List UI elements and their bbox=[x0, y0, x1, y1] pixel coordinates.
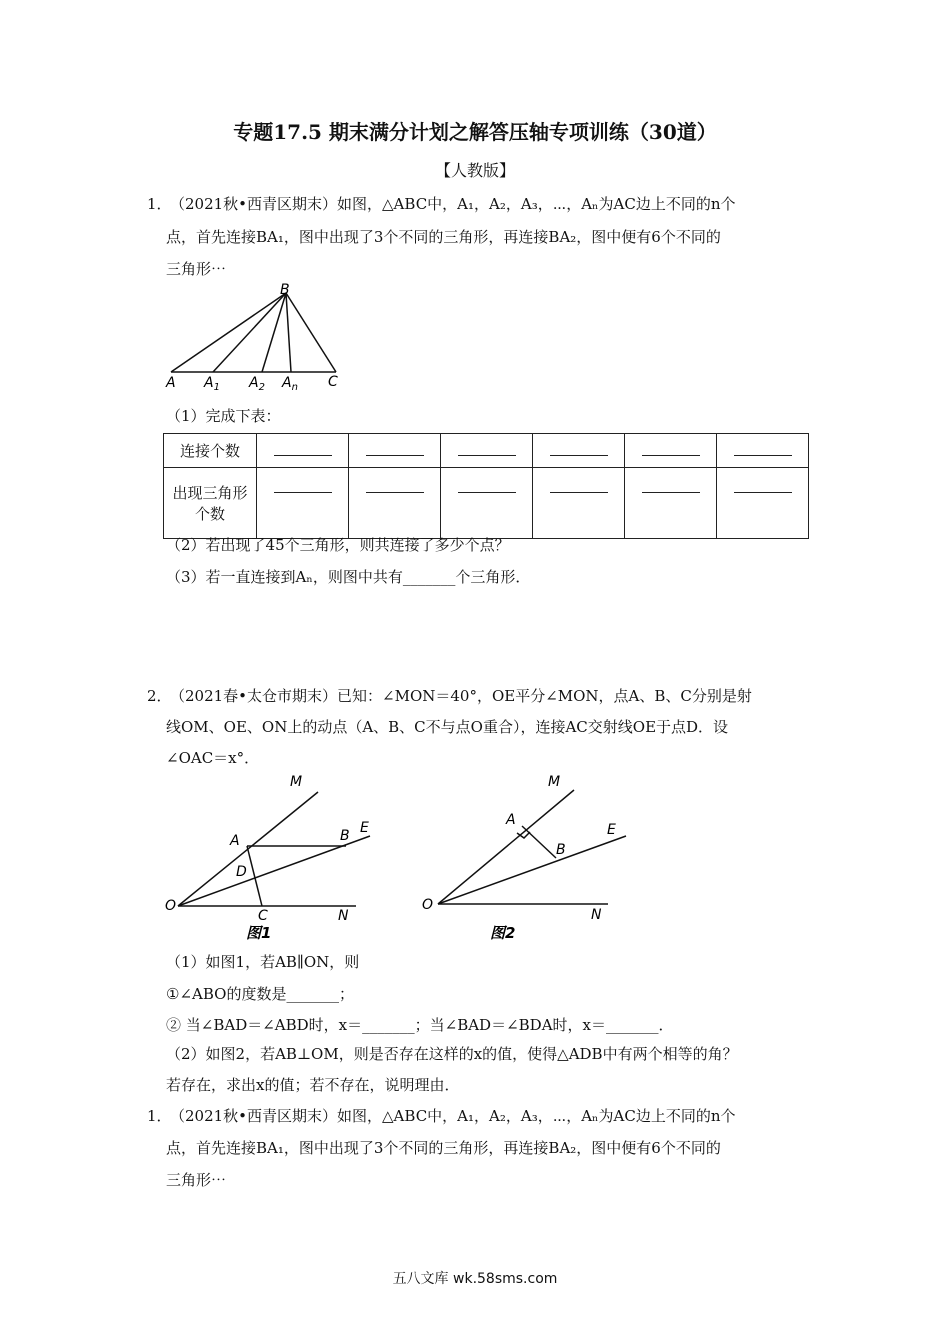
question-2-part-2-line-2: 若存在，求出x的值；若不存在，说明理由． bbox=[166, 1076, 460, 1094]
table-cell[interactable] bbox=[441, 468, 533, 539]
table-cell[interactable] bbox=[257, 468, 349, 539]
question-2-part-1: （1）如图1，若AB∥ON，则 bbox=[166, 953, 360, 971]
svg-text:M: M bbox=[290, 774, 303, 790]
question-2-part-1a: ①∠ABO的度数是_______； bbox=[166, 985, 354, 1003]
table-cell[interactable] bbox=[625, 468, 717, 539]
question-1-repeat-line-3: 三角形⋯ bbox=[166, 1171, 227, 1189]
label-a1: $A_1$ bbox=[204, 375, 220, 393]
table-cell[interactable] bbox=[533, 468, 625, 539]
question-1-number: 1． bbox=[147, 195, 172, 213]
table-header-triangles: 出现三角形 个数 bbox=[164, 468, 257, 539]
table-header-connections: 连接个数 bbox=[164, 434, 257, 468]
label-a: A bbox=[166, 375, 176, 391]
question-1-line-1: （2021秋•西青区期末）如图，△ABC中，A₁，A₂，A₃，⋯，Aₙ为AC边上不同的n个 bbox=[170, 195, 736, 213]
svg-text:E: E bbox=[360, 820, 369, 836]
page-title: 专题17.5 期末满分计划之解答压轴专项训练（30道） bbox=[233, 120, 717, 144]
svg-text:B: B bbox=[556, 842, 566, 858]
table-cell[interactable] bbox=[717, 468, 809, 539]
table-cell[interactable] bbox=[349, 468, 441, 539]
label-c: C bbox=[328, 374, 338, 390]
svg-text:A: A bbox=[506, 812, 516, 828]
footer-watermark: 五八文库 wk.58sms.com bbox=[392, 1271, 558, 1287]
question-1-part-3: （3）若一直连接到Aₙ，则图中共有_______个三角形． bbox=[166, 568, 531, 586]
question-2-number: 2． bbox=[147, 687, 172, 705]
label-a2: $A_2$ bbox=[249, 375, 265, 393]
edition-label: 【人教版】 bbox=[434, 161, 515, 180]
question-1-part-2: （2）若出现了45个三角形，则共连接了多少个点？ bbox=[166, 536, 510, 554]
table-cell[interactable] bbox=[257, 434, 349, 468]
question-1-part-1: （1）完成下表： bbox=[166, 407, 281, 425]
question-1-repeat-number: 1． bbox=[147, 1107, 172, 1125]
label-b: B bbox=[280, 282, 290, 298]
question-1-table bbox=[163, 433, 809, 539]
figure-2-caption: 图2 bbox=[490, 924, 516, 942]
svg-text:N: N bbox=[338, 908, 349, 924]
table-cell[interactable] bbox=[717, 434, 809, 468]
question-2-part-2-line-1: （2）如图2，若AB⊥OM，则是否存在这样的x的值，使得△ADB中有两个相等的角？ bbox=[166, 1045, 738, 1063]
question-1-repeat-line-1: （2021秋•西青区期末）如图，△ABC中，A₁，A₂，A₃，⋯，Aₙ为AC边上不同的n个 bbox=[170, 1107, 736, 1125]
figure-1-caption: 图1 bbox=[246, 924, 272, 942]
question-2-line-3: ∠OAC＝x°． bbox=[166, 749, 260, 767]
svg-text:C: C bbox=[258, 908, 268, 924]
svg-text:D: D bbox=[236, 864, 247, 880]
question-1-repeat-line-2: 点，首先连接BA₁，图中出现了3个不同的三角形，再连接BA₂，图中便有6个不同的 bbox=[166, 1139, 721, 1157]
question-1-line-3: 三角形⋯ bbox=[166, 260, 227, 278]
table-cell[interactable] bbox=[349, 434, 441, 468]
label-an: $A_n$ bbox=[282, 375, 298, 393]
question-2-part-1b: ② 当∠BAD＝∠ABD时，x＝_______；当∠BAD＝∠BDA时，x＝_______． bbox=[166, 1016, 674, 1034]
question-2-line-1: （2021春•太仓市期末）已知：∠MON＝40°，OE平分∠MON，点A、B、C分别是射 bbox=[170, 687, 752, 705]
triangle-figure-q1 bbox=[160, 280, 350, 395]
svg-text:B: B bbox=[340, 828, 350, 844]
svg-text:O: O bbox=[422, 897, 434, 913]
question-2-line-2: 线OM、OE、ON上的动点（A、B、C不与点O重合），连接AC交射线OE于点D．设 bbox=[166, 718, 729, 736]
svg-text:E: E bbox=[607, 822, 616, 838]
table-cell[interactable] bbox=[625, 434, 717, 468]
svg-text:O: O bbox=[165, 898, 177, 914]
svg-text:M: M bbox=[548, 774, 561, 790]
table-cell[interactable] bbox=[533, 434, 625, 468]
svg-text:N: N bbox=[591, 907, 602, 923]
svg-text:A: A bbox=[230, 833, 240, 849]
angle-figures-q2 bbox=[160, 770, 640, 945]
question-1-line-2: 点，首先连接BA₁，图中出现了3个不同的三角形，再连接BA₂，图中便有6个不同的 bbox=[166, 228, 721, 246]
table-cell[interactable] bbox=[441, 434, 533, 468]
